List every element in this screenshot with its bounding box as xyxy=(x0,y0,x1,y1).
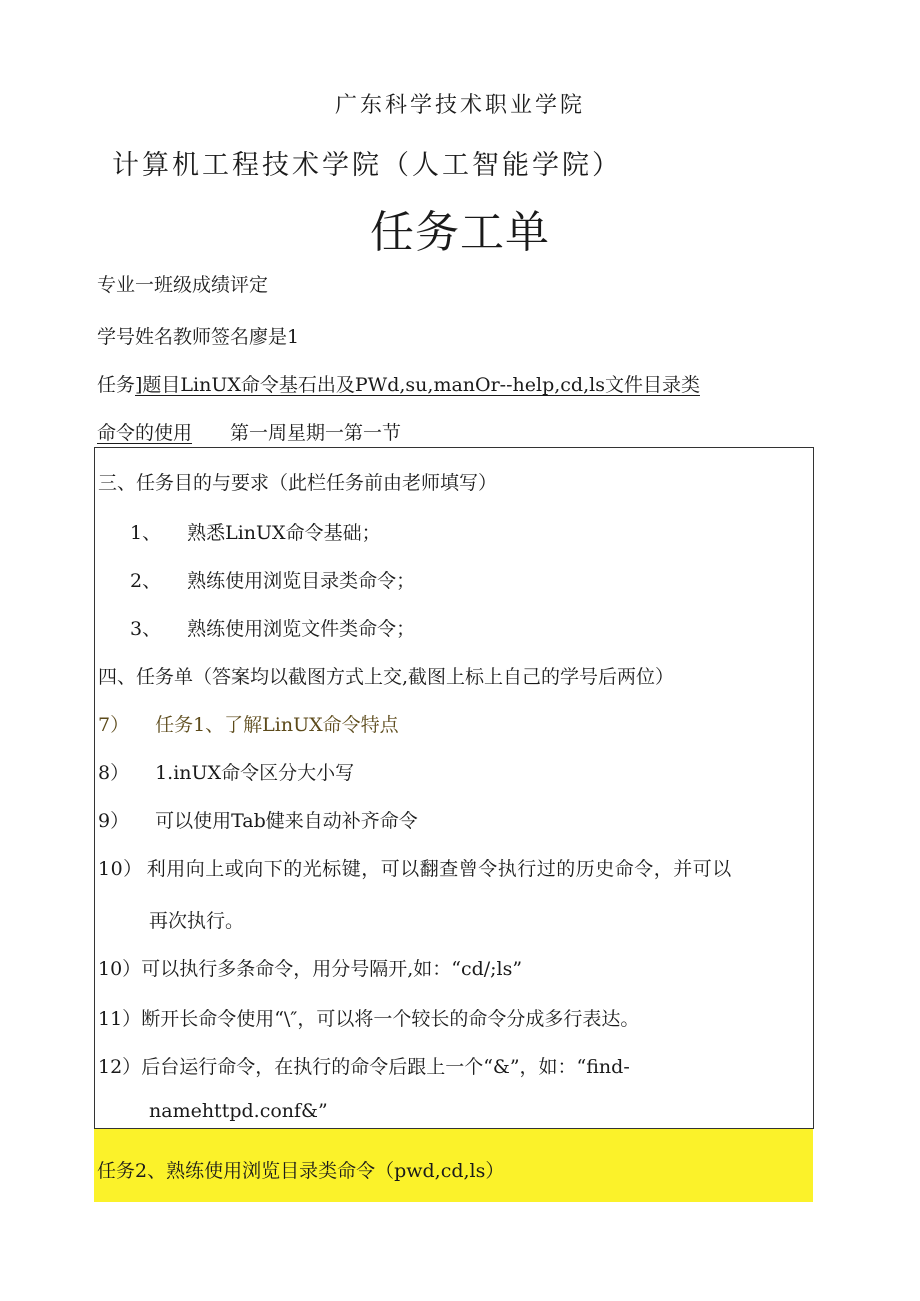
item-text: 可以执行多条命令，用分号隔开,如：“cd/;ls” xyxy=(141,958,523,980)
item-text: 断开长命令使用“\″，可以将一个较长的命令分成多行表达。 xyxy=(141,1008,640,1030)
list-item xyxy=(98,1004,639,1031)
list-item xyxy=(98,806,418,833)
item-text: 1.inUX命令区分大小写 xyxy=(155,762,355,784)
info-major-class-grade: 专业一班级成绩评定 xyxy=(97,274,269,296)
list-item xyxy=(98,954,522,981)
task-topic-title-cont: 命令的使用 xyxy=(97,422,193,444)
list-item-continuation: namehttpd.conf&” xyxy=(149,1100,328,1122)
schedule: 第一周星期一第一节 xyxy=(230,422,402,444)
page-title: 任务工单 xyxy=(370,207,550,258)
section3-heading: 三、任务目的与要求（此栏任务前由老师填写） xyxy=(98,472,498,494)
info-student-teacher: 学号姓名教师签名廖是1 xyxy=(97,326,300,348)
list-item xyxy=(98,1052,630,1079)
objective-item xyxy=(130,566,415,593)
objective-num: 1、 xyxy=(130,522,162,544)
objective-text: 熟练使用浏览目录类命令； xyxy=(187,570,416,592)
item-text: 任务1、了解LinUX命令特点 xyxy=(155,714,399,736)
objective-text: 熟练使用浏览文件类命令； xyxy=(187,618,416,640)
task2-highlight xyxy=(94,1129,813,1202)
list-item-continuation: 再次执行。 xyxy=(149,910,245,932)
item-num: 10） xyxy=(98,958,142,980)
task2-heading: 任务2、熟练使用浏览目录类命令（pwd,cd,ls） xyxy=(97,1160,505,1182)
list-item xyxy=(98,758,354,785)
objective-num: 2、 xyxy=(130,570,162,592)
objective-item xyxy=(130,518,381,545)
item-text: 后台运行命令，在执行的命令后跟上一个“&”，如：“find- xyxy=(141,1056,630,1078)
item-num: 7） xyxy=(98,714,130,736)
item-text: 利用向上或向下的光标键，可以翻查曾令执行过的历史命令，并可以 xyxy=(146,858,732,880)
item-text: 可以使用Tab健来自动补齐命令 xyxy=(155,810,418,832)
objective-text: 熟悉LinUX命令基础； xyxy=(187,522,381,544)
objective-item xyxy=(130,614,415,641)
item-num: 9） xyxy=(98,810,130,832)
info-task-topic xyxy=(97,370,700,397)
list-item xyxy=(98,854,732,881)
item-num: 11） xyxy=(98,1008,142,1030)
section4-heading: 四、任务单（答案均以截图方式上交,截图上标上自己的学号后两位） xyxy=(98,666,675,688)
item-num: 8） xyxy=(98,762,130,784)
task-topic-prefix: 任务 xyxy=(97,374,136,396)
list-item xyxy=(98,710,399,737)
item-num: 10） xyxy=(98,858,143,880)
item-num: 12） xyxy=(98,1056,142,1078)
task-box xyxy=(94,447,814,1129)
college-name: 计算机工程技术学院（人工智能学院） xyxy=(112,150,622,181)
task-topic-title: ]题目LinUX命令基石出及PWd,su,manOr--help,cd,ls文件目录类 xyxy=(135,374,700,396)
info-task-topic-cont xyxy=(97,418,401,445)
school-name: 广东科学技术职业学院 xyxy=(334,93,585,118)
objective-num: 3、 xyxy=(130,618,162,640)
